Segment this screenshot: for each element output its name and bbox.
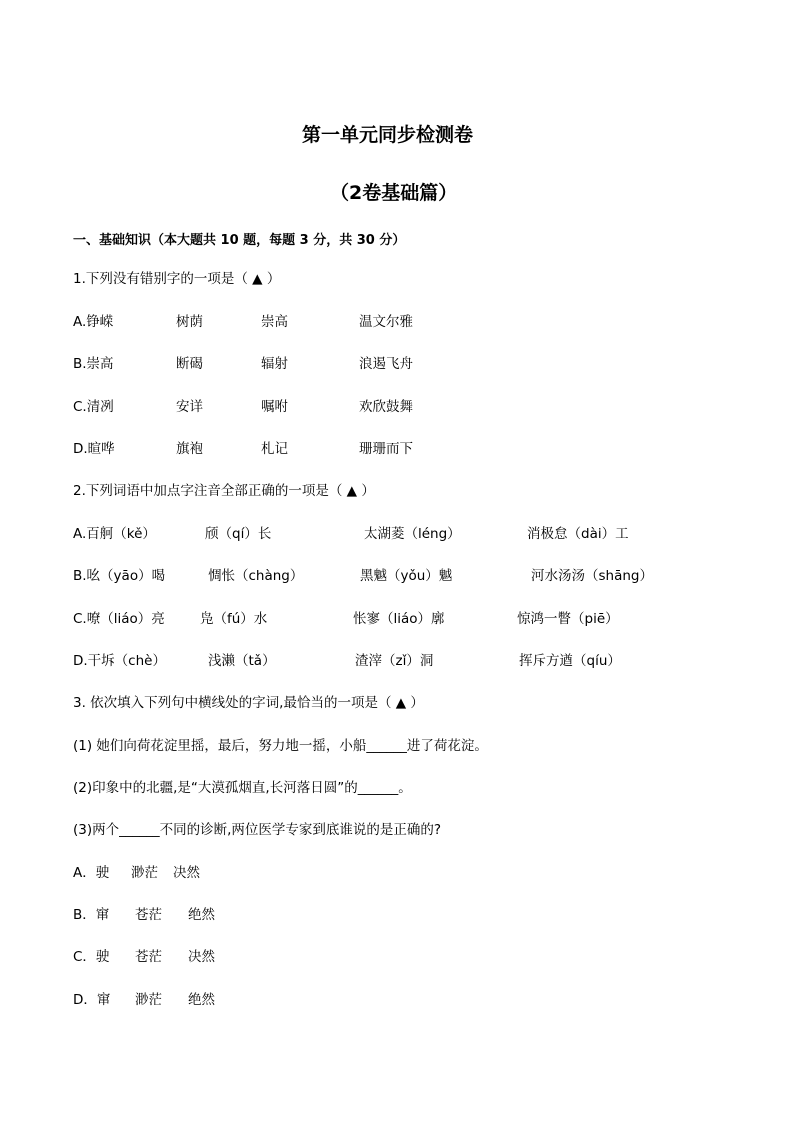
- q3-option-a-word2: 渺茫: [131, 865, 158, 881]
- q1-option-c-word2: 安详: [176, 399, 203, 415]
- q3-option-d-word3: 绝然: [188, 992, 215, 1008]
- q2-option-c-word3: 怅寥（liáo）廓: [353, 611, 445, 627]
- q3-option-a-word3: 决然: [173, 865, 200, 881]
- q1-option-a-word2: 树荫: [176, 314, 203, 330]
- q2-option-a-word2: 颀（qí）长: [205, 526, 272, 542]
- question-3-sentence-2: (2)印象中的北疆,是“大漠孤烟直,长河落日圆”的______。: [73, 780, 412, 796]
- q1-option-c: C.清冽: [73, 399, 114, 415]
- q2-option-d: D.干坼（chè）: [73, 653, 166, 669]
- q2-option-b-word4: 河水汤汤（shāng）: [531, 568, 653, 584]
- q1-option-d-word3: 札记: [261, 441, 288, 457]
- q1-option-d-word4: 珊珊而下: [359, 441, 413, 457]
- q2-option-a-word3: 太湖菱（léng）: [364, 526, 461, 542]
- q3-option-c-word3: 决然: [188, 949, 215, 965]
- q3-option-d: D．窜: [73, 992, 111, 1008]
- question-3-sentence-3: (3)两个______不同的诊断,两位医学专家到底谁说的是正确的?: [73, 822, 442, 838]
- q3-option-c: C．驶: [73, 949, 110, 965]
- q3-option-d-word2: 渺茫: [135, 992, 162, 1008]
- q2-option-c-word2: 凫（fú）水: [200, 611, 268, 627]
- q3-option-a: A．驶: [73, 865, 110, 881]
- q2-option-b-word2: 惆怅（chàng）: [208, 568, 304, 584]
- q3-option-b-word3: 绝然: [188, 907, 215, 923]
- q1-option-a-word4: 温文尔雅: [359, 314, 413, 330]
- section-heading: 一、基础知识（本大题共 10 题，每题 3 分，共 30 分）: [73, 233, 406, 248]
- page-title: 第一单元同步检测卷: [302, 124, 474, 146]
- q2-option-b-word3: 黑魆（yǒu）魆: [360, 568, 453, 584]
- q2-option-d-word3: 渣滓（zǐ）洞: [355, 653, 434, 669]
- q1-option-b-word3: 辐射: [261, 356, 288, 372]
- question-3-sentence-1: (1) 她们向荷花淀里摇，最后，努力地一摇，小船______进了荷花淀。: [73, 738, 488, 754]
- q2-option-d-word2: 浅濑（tǎ）: [208, 653, 276, 669]
- q2-option-c-word4: 惊鸿一瞥（piē）: [517, 611, 619, 627]
- q2-option-b: B.吆（yāo）喝: [73, 568, 166, 584]
- q3-option-b-word2: 苍茫: [135, 907, 162, 923]
- q1-option-d-word2: 旗袍: [176, 441, 203, 457]
- question-1-stem: 1.下列没有错别字的一项是（ ▲ ）: [73, 271, 281, 287]
- q1-option-d: D.暄哗: [73, 441, 115, 457]
- q1-option-c-word4: 欢欣鼓舞: [359, 399, 413, 415]
- q1-option-b-word4: 浪遏飞舟: [359, 356, 413, 372]
- q1-option-b-word2: 断碣: [176, 356, 203, 372]
- page-subtitle: （2卷基础篇）: [330, 182, 458, 204]
- q3-option-b: B．窜: [73, 907, 110, 923]
- question-2-stem: 2.下列词语中加点字注音全部正确的一项是（ ▲ ）: [73, 483, 375, 499]
- q1-option-a-word3: 崇高: [261, 314, 288, 330]
- q3-option-c-word2: 苍茫: [135, 949, 162, 965]
- q2-option-c: C.嘹（liáo）亮: [73, 611, 165, 627]
- q2-option-a: A.百舸（kě）: [73, 526, 156, 542]
- q2-option-d-word4: 挥斥方遒（qíu）: [519, 653, 621, 669]
- question-3-stem: 3. 依次填入下列句中横线处的字词,最恰当的一项是（ ▲ ）: [73, 695, 424, 711]
- q1-option-a: A.铮嵘: [73, 314, 114, 330]
- q1-option-b: B.崇高: [73, 356, 114, 372]
- q1-option-c-word3: 嘱咐: [261, 399, 288, 415]
- q2-option-a-word4: 消极怠（dài）工: [527, 526, 629, 542]
